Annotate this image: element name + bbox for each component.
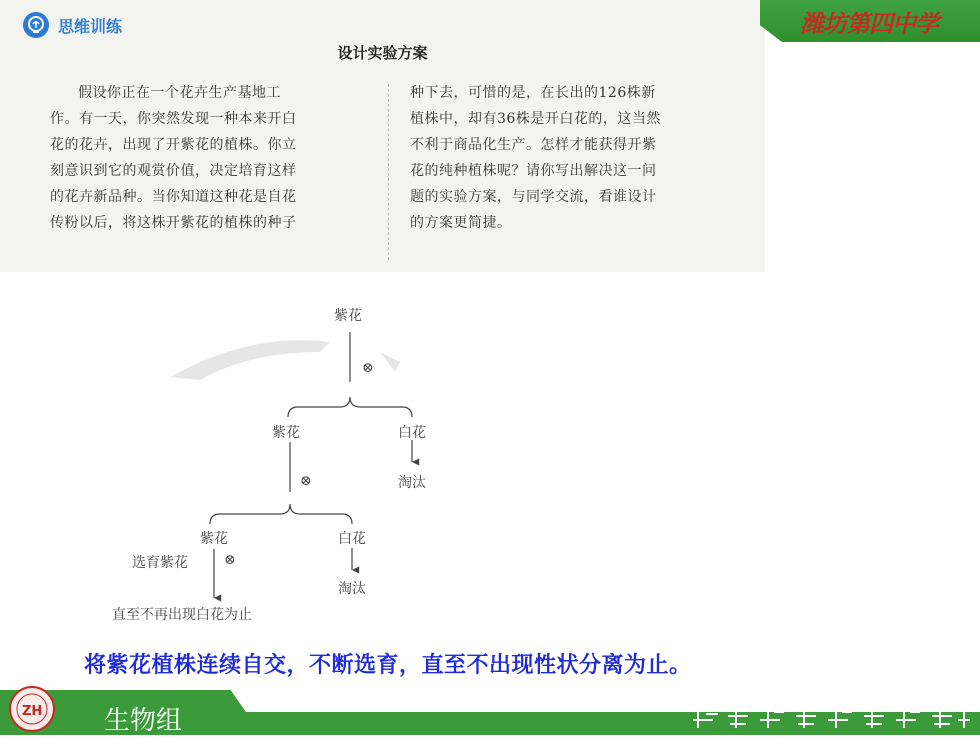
gen2-removed: 淘汰 xyxy=(338,581,366,597)
gen2-purple: 紫花 xyxy=(200,531,228,547)
text-line: 不利于商品化生产。怎样才能获得开紫 xyxy=(410,137,657,153)
gen1-purple: 紫花 xyxy=(272,425,300,441)
select-purple-label: 选育紫花 xyxy=(132,555,188,571)
textbook-excerpt xyxy=(0,0,765,272)
diagram-lines xyxy=(0,272,560,632)
self-cross-symbol: ⊗ xyxy=(300,473,312,489)
self-cross-symbol: ⊗ xyxy=(362,360,374,376)
excerpt-left-column xyxy=(50,80,370,236)
text-line: 花的花卉，出现了开紫花的植株。你立 xyxy=(50,137,297,153)
text-line: 植株中，却有36株是开白花的，这当然 xyxy=(410,111,661,127)
text-line: 的方案更简捷。 xyxy=(410,215,512,231)
text-line: 传粉以后，将这株开紫花的植株的种子 xyxy=(50,215,297,231)
column-divider xyxy=(388,84,389,260)
excerpt-right-column xyxy=(410,80,740,236)
school-seal-icon xyxy=(6,683,62,733)
gen1-removed: 淘汰 xyxy=(398,475,426,491)
text-line: 的花卉新品种。当你知道这种花是自花 xyxy=(50,189,297,205)
footer-decoration-icon xyxy=(688,700,973,730)
footer-label: 生物组 xyxy=(104,706,183,736)
final-result: 直至不再出现白花为止 xyxy=(112,607,252,623)
root-purple: 紫花 xyxy=(334,308,362,324)
text-line: 题的实验方案，与同学交流，看谁设计 xyxy=(410,189,657,205)
text-line: 花的纯种植株呢？请你写出解决这一问 xyxy=(410,163,657,179)
text-line: 作。有一天，你突然发现一种本来开白 xyxy=(50,111,297,127)
excerpt-title: 设计实验方案 xyxy=(337,44,428,62)
svg-text:ZH: ZH xyxy=(22,704,43,719)
gen1-white: 白花 xyxy=(398,425,426,441)
text-line: 假设你正在一个花卉生产基地工 xyxy=(78,85,281,101)
text-line: 种下去，可惜的是，在长出的126株新 xyxy=(410,85,656,101)
text-line: 刻意识到它的观赏价值，决定培育这样 xyxy=(50,163,297,179)
conclusion-text: 将紫花植株连续自交，不断选育，直至不出现性状分离为止。 xyxy=(84,653,692,678)
self-cross-symbol: ⊗ xyxy=(224,552,236,568)
brain-icon xyxy=(22,11,50,39)
gen2-white: 白花 xyxy=(338,531,366,547)
section-label: 思维训练 xyxy=(58,17,123,36)
school-logo: 潍坊第四中学 xyxy=(800,9,938,38)
breeding-diagram xyxy=(0,272,560,632)
